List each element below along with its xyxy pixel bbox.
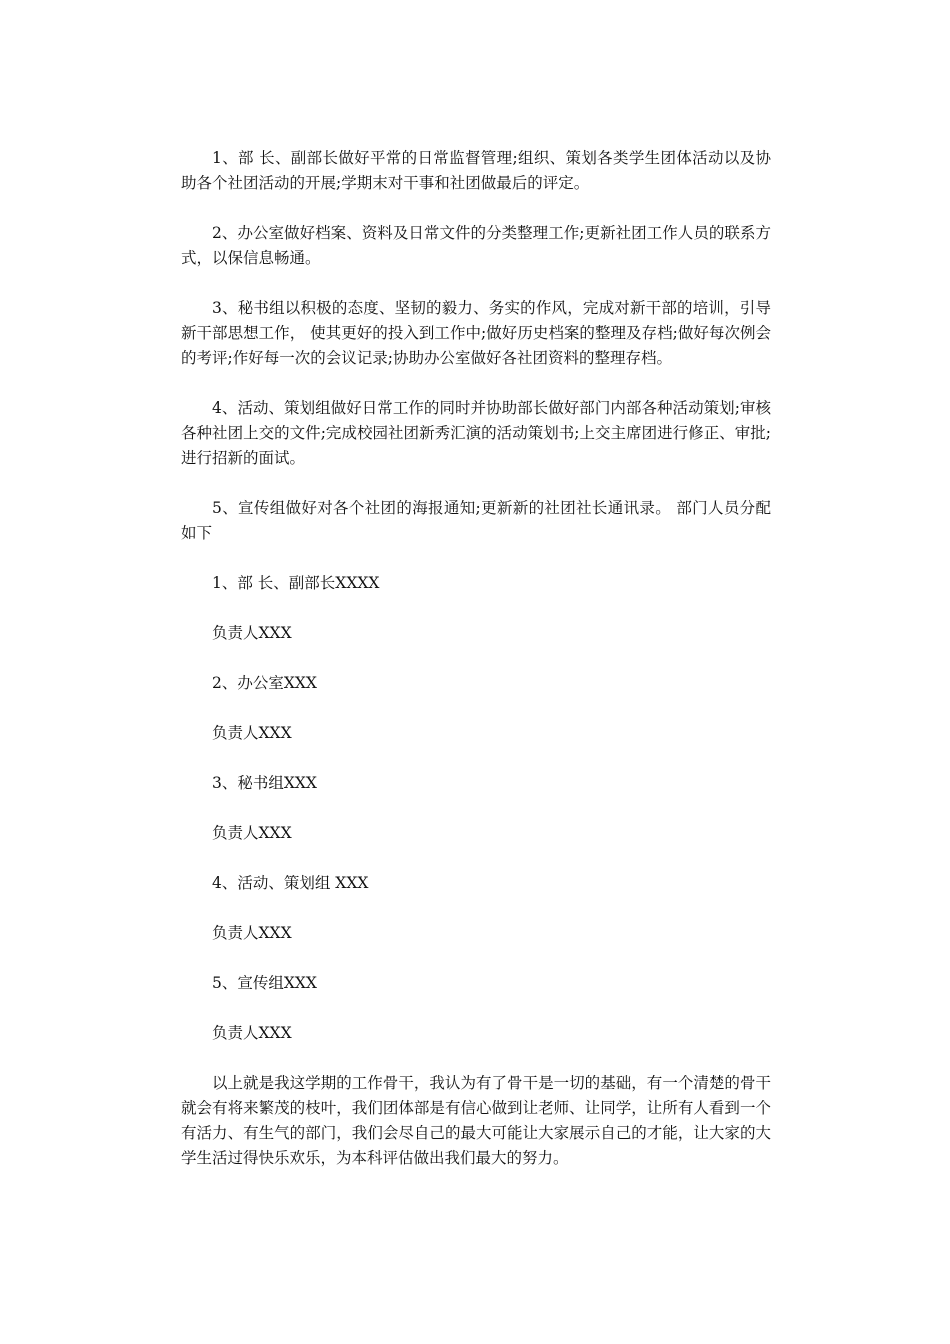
assignment-line-9: 5、宣传组XXX xyxy=(212,974,317,992)
duty-paragraph-5: 5、宣传组做好对各个社团的海报通知;更新新的社团社长通讯录。 部门人员分配如下 xyxy=(181,499,771,542)
assignment-line-4: 负责人XXX xyxy=(212,724,292,742)
assignment-line-1: 1、部 长、副部长XXXX xyxy=(212,574,380,592)
assignment-line-7: 4、活动、策划组 XXX xyxy=(212,874,369,892)
assignment-line-3: 2、办公室XXX xyxy=(212,674,317,692)
duty-paragraph-1: 1、部 长、副部长做好平常的日常监督管理;组织、策划各类学生团体活动以及协助各个社团活动的开展;学期末对干事和社团做最后的评定。 xyxy=(181,149,771,192)
assignment-line-5: 3、秘书组XXX xyxy=(212,774,317,792)
assignment-line-8: 负责人XXX xyxy=(212,924,292,942)
document-body xyxy=(181,146,771,1196)
duty-paragraph-3: 3、秘书组以积极的态度、坚韧的毅力、务实的作风，完成对新干部的培训，引导新干部思想工作， 使其更好的投入到工作中;做好历史档案的整理及存档;做好每次例会的考评;作好每一次的会议记录;协助办公室做好各社团资料的整理存档。 xyxy=(181,299,771,367)
closing-paragraph: 以上就是我这学期的工作骨干，我认为有了骨干是一切的基础，有一个清楚的骨干就会有将来繁茂的枝叶，我们团体部是有信心做到让老师、让同学，让所有人看到一个有活力、有生气的部门，我们会尽自己的最大可能让大家展示自己的才能，让大家的大学生活过得快乐欢乐，为本科评估做出我们最大的努力。 xyxy=(181,1074,771,1167)
duty-paragraph-4: 4、活动、策划组做好日常工作的同时并协助部长做好部门内部各种活动策划;审核各种社团上交的文件;完成校园社团新秀汇演的活动策划书;上交主席团进行修正、审批;进行招新的面试。 xyxy=(181,399,771,467)
assignment-line-2: 负责人XXX xyxy=(212,624,292,642)
assignment-line-6: 负责人XXX xyxy=(212,824,292,842)
duty-paragraph-2: 2、办公室做好档案、资料及日常文件的分类整理工作;更新社团工作人员的联系方式，以保信息畅通。 xyxy=(181,224,771,267)
assignment-line-10: 负责人XXX xyxy=(212,1024,292,1042)
